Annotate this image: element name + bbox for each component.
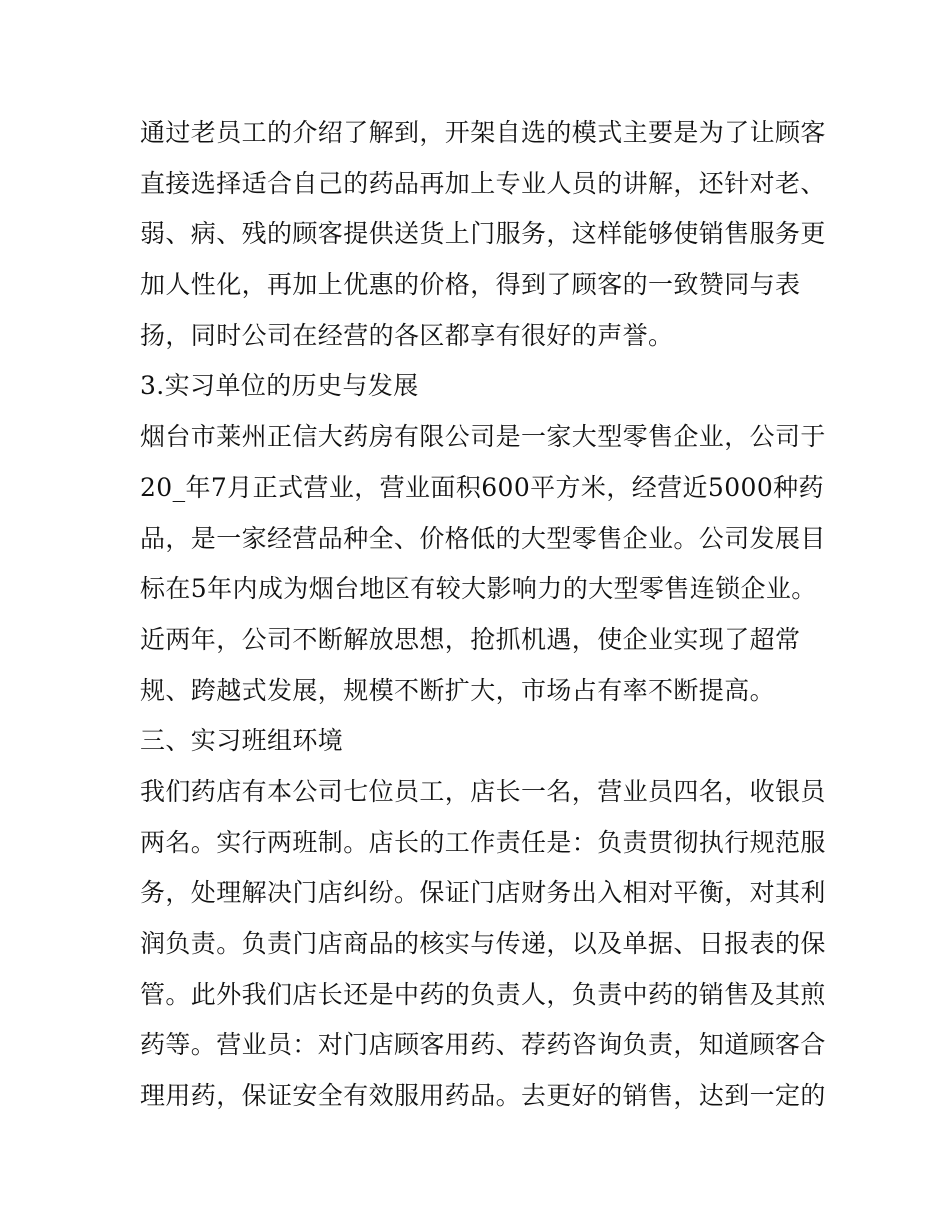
paragraph-line: 烟台市莱州正信大药房有限公司是一家大型零售企业，公司于: [140, 422, 826, 452]
paragraph-line: 弱、病、残的顾客提供送货上门服务，这样能够使销售服务更: [140, 219, 826, 249]
paragraph-line: 加人性化，再加上优惠的价格，得到了顾客的一致赞同与表: [140, 270, 801, 300]
section-heading: 三、实习班组环境: [140, 726, 344, 756]
paragraph-line: 药等。营业员：对门店顾客用药、荐药咨询负责，知道顾客合: [140, 1030, 826, 1060]
paragraph-line: 我们药店有本公司七位员工，店长一名，营业员四名，收银员: [140, 776, 826, 806]
paragraph-line: 近两年，公司不断解放思想，抢抓机遇，使企业实现了超常: [140, 624, 801, 654]
paragraph-line: 理用药，保证安全有效服用药品。去更好的销售，达到一定的: [140, 1081, 826, 1111]
paragraph-line: 20_年7月正式营业，营业面积600平方米，经营近5000种药: [140, 472, 824, 502]
paragraph-line: 两名。实行两班制。店长的工作责任是：负责贯彻执行规范服: [140, 827, 826, 857]
document-body: [140, 108, 826, 1122]
paragraph-line: 直接选择适合自己的药品再加上专业人员的讲解，还针对老、: [140, 168, 826, 198]
paragraph-line: 品，是一家经营品种全、价格低的大型零售企业。公司发展目: [140, 523, 826, 553]
paragraph-line: 务，处理解决门店纠纷。保证门店财务出入相对平衡，对其利: [140, 878, 826, 908]
paragraph-line: 通过老员工的介绍了解到，开架自选的模式主要是为了让顾客: [140, 118, 826, 147]
paragraph-line: 标在5年内成为烟台地区有较大影响力的大型零售连锁企业。: [140, 574, 817, 604]
paragraph-line: 扬，同时公司在经营的各区都享有很好的声誉。: [140, 320, 674, 350]
section-heading: 3.实习单位的历史与发展: [140, 371, 419, 401]
paragraph-line: 管。此外我们店长还是中药的负责人，负责中药的销售及其煎: [140, 979, 826, 1009]
paragraph-line: 规、跨越式发展，规模不断扩大，市场占有率不断提高。: [140, 675, 776, 705]
paragraph-line: 润负责。负责门店商品的核实与传递，以及单据、日报表的保: [140, 929, 826, 958]
